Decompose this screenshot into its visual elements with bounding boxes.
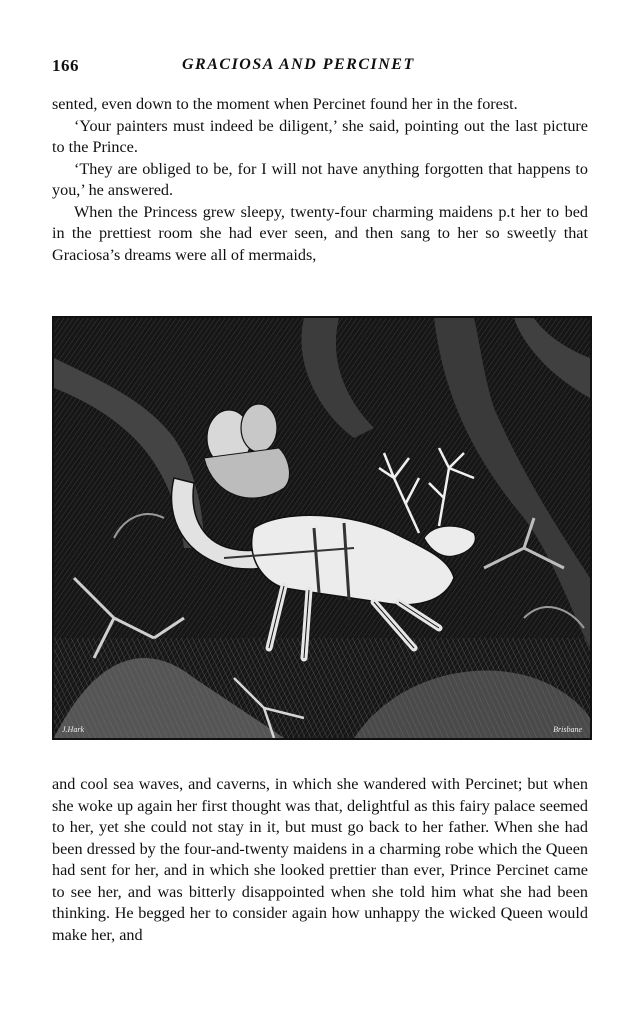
running-title: GRACIOSA AND PERCINET — [182, 56, 415, 73]
paragraph: ‘They are obliged to be, for I will not have anything forgotten that happens to you,’ he answered. — [52, 159, 588, 199]
paragraph: When the Princess grew sleepy, twenty-four charming maidens p.t her to bed in the prettiest room she had ever seen, and then sang to her so sweetly that Graciosa’s dreams were all of mermaids, — [52, 202, 588, 264]
top-text-block — [52, 94, 588, 266]
engraver-signature-left: J.Hark — [62, 725, 84, 734]
bottom-text-block — [52, 774, 588, 946]
engraver-signature-right: Brisbane — [553, 725, 582, 734]
sleigh-reindeer-forest-engraving — [54, 318, 590, 738]
page-number: 166 — [52, 56, 79, 75]
paragraph: ‘Your painters must indeed be diligent,’ she said, pointing out the last picture to the Prince. — [52, 116, 588, 156]
running-head — [52, 46, 588, 76]
paragraph: sented, even down to the moment when Percinet found her in the forest. — [52, 95, 518, 113]
paragraph: and cool sea waves, and caverns, in which she wandered with Percinet; but when she woke up again her first thought was that, delightful as this fairy palace seemed to her, yet she could not stay in it, but must go back to her father. When she had been dressed by the four-and-twenty maidens in a charming robe which the Queen had sent for her, and in which she looked prettier than ever, Prince Percinet came to see her, and was bitterly disappointed when she told him what she had been thinking. He begged her to consider again how unhappy the wicked Queen would make her, and — [52, 775, 588, 944]
book-page — [52, 46, 588, 944]
engraving-illustration — [52, 316, 592, 740]
